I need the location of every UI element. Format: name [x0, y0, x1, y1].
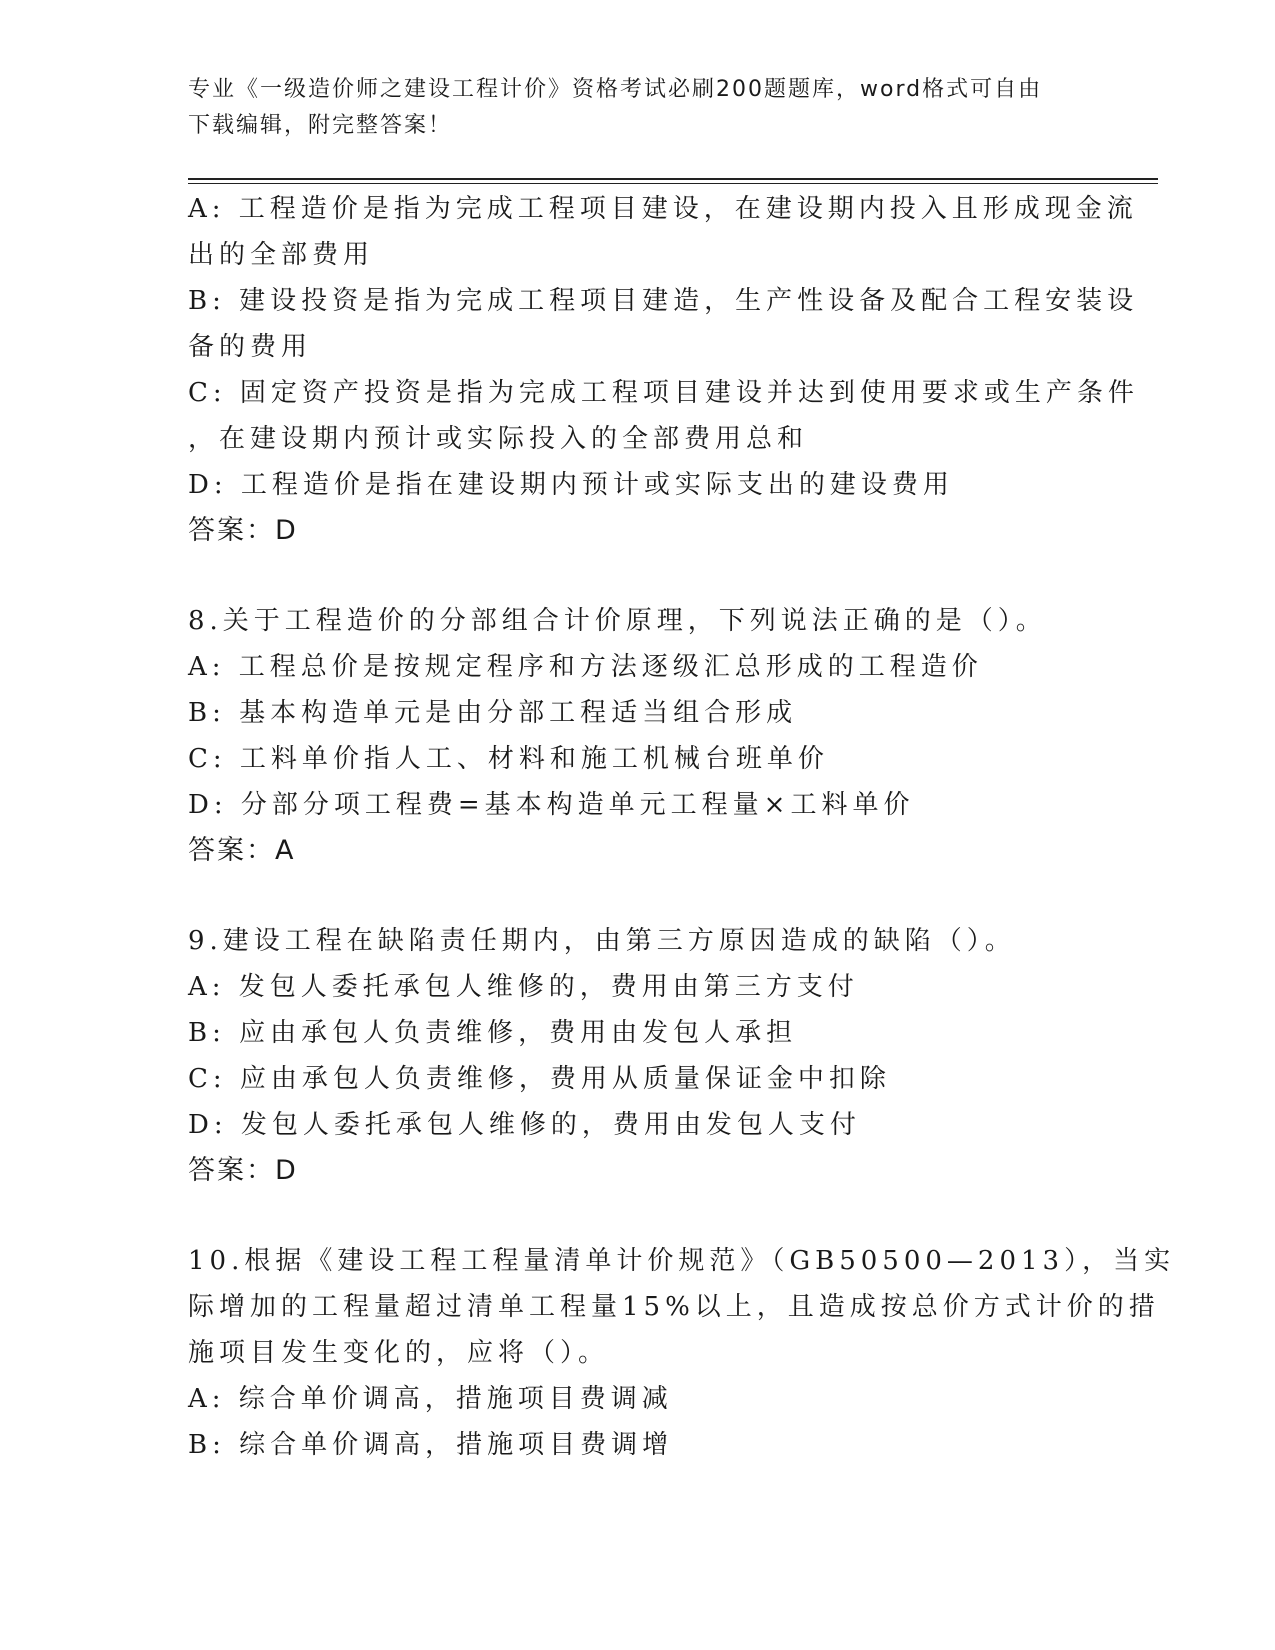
q10-option-b: B: 综合单价调高，措施项目费调增: [188, 1430, 674, 1460]
header-rule-thin: [188, 183, 1158, 184]
q7-option-d: D: 工程造价是指在建设期内预计或实际支出的建设费用: [188, 470, 954, 500]
q10-question-line2: 际增加的工程量超过清单工程量15%以上，且造成按总价方式计价的措: [188, 1292, 1160, 1322]
document-body: [188, 186, 1176, 1468]
q10-question-line1: 10.根据《建设工程工程量清单计价规范》（GB50500—2013），当实: [188, 1246, 1176, 1276]
q7-answer: 答案：D: [188, 515, 298, 546]
q7-option-a-line2: 出的全部费用: [188, 240, 375, 270]
header-line-2: 下载编辑，附完整答案！: [188, 113, 453, 138]
q7-option-b-line1: B: 建设投资是指为完成工程项目建造，生产性设备及配合工程安装设: [188, 286, 1139, 316]
q7-option-c-line2: ，在建设期内预计或实际投入的全部费用总和: [188, 424, 809, 454]
q9-answer: 答案：D: [188, 1155, 298, 1186]
spacer: [188, 554, 1088, 598]
question-7: [188, 186, 1139, 554]
q9-option-c: C: 应由承包人负责维修，费用从质量保证金中扣除: [188, 1064, 891, 1094]
q8-option-a: A: 工程总价是按规定程序和方法逐级汇总形成的工程造价: [188, 652, 983, 682]
document-header: [188, 72, 1088, 144]
header-rule-thick: [188, 178, 1158, 180]
spacer: [188, 1194, 1088, 1238]
q9-option-b: B: 应由承包人负责维修，费用由发包人承担: [188, 1018, 798, 1048]
q8-option-d: D: 分部分项工程费=基本构造单元工程量×工料单价: [188, 790, 915, 820]
q9-question: 9.建设工程在缺陷责任期内，由第三方原因造成的缺陷（）。: [188, 926, 1016, 956]
q8-option-b: B: 基本构造单元是由分部工程适当组合形成: [188, 698, 798, 728]
spacer: [188, 874, 1088, 918]
header-line-1: 专业《一级造价师之建设工程计价》资格考试必刷200题题库，word格式可自由: [188, 77, 1043, 102]
q7-option-a-line1: A: 工程造价是指为完成工程项目建设，在建设期内投入且形成现金流: [188, 194, 1138, 224]
question-9: [188, 918, 1088, 1194]
q7-option-c-line1: C: 固定资产投资是指为完成工程项目建设并达到使用要求或生产条件: [188, 378, 1139, 408]
q10-question-line3: 施项目发生变化的，应将（）。: [188, 1338, 610, 1368]
q8-option-c: C: 工料单价指人工、材料和施工机械台班单价: [188, 744, 829, 774]
q10-option-a: A: 综合单价调高，措施项目费调减: [188, 1384, 673, 1414]
question-10: [188, 1238, 1176, 1468]
q9-option-d: D: 发包人委托承包人维修的，费用由发包人支付: [188, 1110, 861, 1140]
q9-option-a: A: 发包人委托承包人维修的，费用由第三方支付: [188, 972, 859, 1002]
q7-option-b-line2: 备的费用: [188, 332, 313, 362]
q8-question: 8.关于工程造价的分部组合计价原理，下列说法正确的是（）。: [188, 606, 1047, 636]
question-8: [188, 598, 1088, 874]
q8-answer: 答案：A: [188, 835, 296, 866]
